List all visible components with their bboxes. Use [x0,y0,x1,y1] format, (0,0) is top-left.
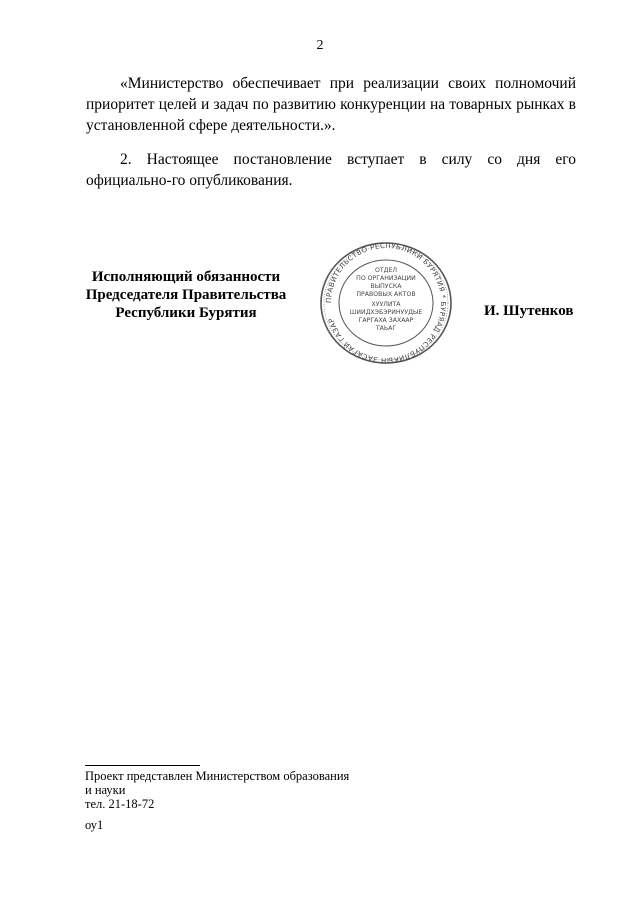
seal-outer-text: ПРАВИТЕЛЬСТВО РЕСПУБЛИКИ БУРЯТИЯ * БУРЯАД РЕСПУБЛИКЫН ЗАСАГАЙ ГАЗАР [324,241,448,365]
footnote [85,769,349,811]
paragraph-effective-date: 2. Настоящее постановление вступает в силу со дня его официально-го опубликования. [86,151,576,189]
footnote-line: Проект представлен Министерством образования [85,769,350,783]
seal-line: ВЫПУСКА [370,283,402,290]
signatory-position [80,268,292,322]
seal-line: ОТДЕЛ [374,267,398,274]
paragraph-ministry-priority: «Министерство обеспечивает при реализации своих полномочий приоритет целей и задач по развитию конкуренции на товарных рынках в установленной сфере деятельности.». [86,75,576,134]
seal-line: ПО ОРГАНИЗАЦИИ [356,275,416,282]
seal-line: ТАЬАГ [375,325,397,332]
footnote-line: и науки [85,783,126,797]
position-line: Председателя Правительства [85,287,287,303]
document-code: оу1 [85,818,104,832]
footnote-line: тел. 21-18-72 [85,797,155,811]
official-seal-stamp [318,240,454,366]
seal-line: ГАРГАХА ЗАХААР [358,317,414,324]
position-line: Республики Бурятия [115,305,257,321]
position-line: Исполняющий обязанности [91,269,281,285]
page-number: 2 [316,38,324,53]
seal-line: ШИИДХЭБЭРИНУУДЫЕ [349,309,423,316]
seal-line: ПРАВОВЫХ АКТОВ [356,291,416,298]
signatory-name: И. Шутенков [484,303,574,319]
seal-line: ХУУЛИТА [371,301,401,308]
footnote-divider [85,765,200,766]
